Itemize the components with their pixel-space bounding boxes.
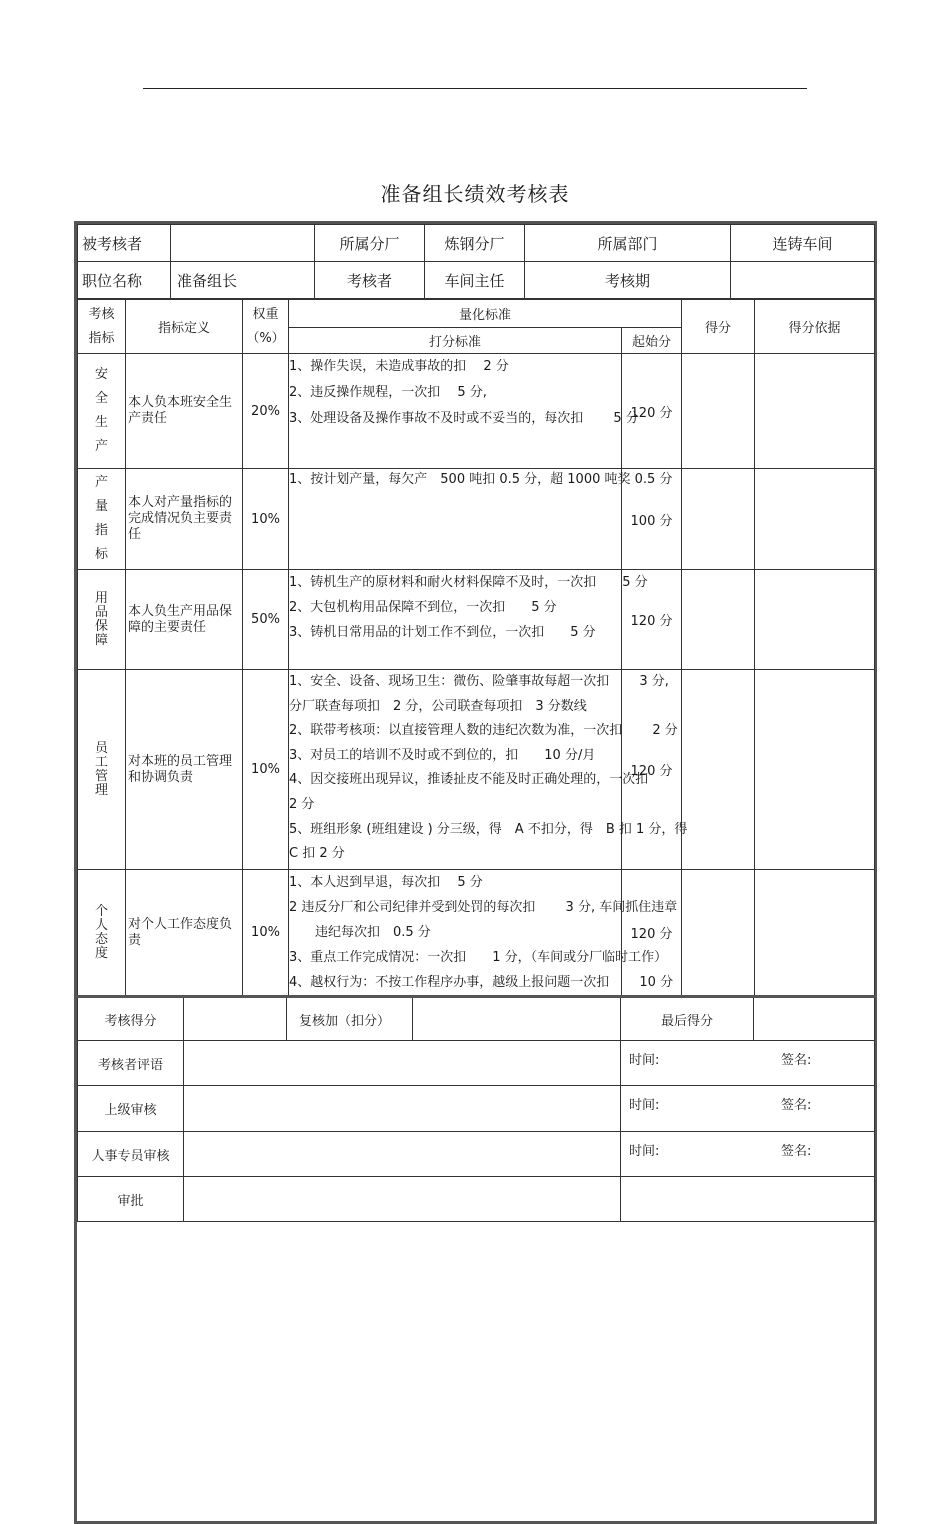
col-quant-standard: 量化标准 — [289, 300, 682, 328]
indicator-row — [78, 354, 875, 469]
col-score-basis: 得分依据 — [755, 300, 875, 354]
score-basis-input[interactable] — [755, 570, 875, 670]
department-field[interactable]: 连铸车间 — [731, 225, 875, 262]
indicator-definition: 本人对产量指标的完成情况负主要责任 — [126, 469, 243, 570]
assessee-field[interactable] — [171, 225, 315, 262]
score-input[interactable] — [682, 354, 755, 469]
time-label: 时间: — [629, 1144, 660, 1159]
col-scoring-standard: 打分标准 — [289, 328, 622, 354]
scoring-criteria: 1、铸机生产的原材料和耐火材料保障不及时，一次扣 5 分 2、大包机构用品保障不到位，一次扣 5 分 3、铸机日常用品的计划工作不到位，一次扣 5 分 — [289, 570, 622, 670]
assessor-comments-field[interactable] — [184, 1041, 621, 1086]
score-input[interactable] — [682, 469, 755, 570]
page-title: 准备组长绩效考核表 — [380, 182, 570, 206]
base-score: 120 分 — [622, 354, 682, 469]
base-score: 120 分 — [622, 670, 682, 870]
indicator-weight: 10% — [243, 469, 289, 570]
col-base-score: 起始分 — [622, 328, 682, 354]
signature-block[interactable] — [621, 1086, 875, 1132]
base-score: 100 分 — [622, 469, 682, 570]
indicator-definition: 本人负生产用品保障的主要责任 — [126, 570, 243, 670]
assessee-label: 被考核者 — [78, 225, 171, 262]
sign-label: 签名: — [781, 1144, 812, 1159]
final-score-label: 最后得分 — [621, 997, 754, 1041]
indicator-definition: 对本班的员工管理和协调负责 — [126, 670, 243, 870]
indicator-row — [78, 570, 875, 670]
scoring-criteria: 1、按计划产量，每欠产 500 吨扣 0.5 分，超 1000 吨奖 0.5 分 — [289, 469, 622, 570]
superior-review-label: 上级审核 — [78, 1086, 184, 1132]
indicator-name: 用 品 保 障 — [78, 570, 126, 670]
indicator-row — [78, 469, 875, 570]
position-label: 职位名称 — [78, 262, 171, 299]
indicator-definition: 对个人工作态度负责 — [126, 870, 243, 996]
score-basis-input[interactable] — [755, 354, 875, 469]
superior-review-field[interactable] — [184, 1086, 621, 1132]
sign-label: 签名: — [781, 1053, 812, 1068]
indicator-table — [77, 299, 875, 996]
col-weight: 权重 （%） — [243, 300, 289, 354]
indicator-weight: 20% — [243, 354, 289, 469]
time-label: 时间: — [629, 1098, 660, 1113]
time-label: 时间: — [629, 1053, 660, 1068]
score-input[interactable] — [682, 670, 755, 870]
score-basis-input[interactable] — [755, 670, 875, 870]
scoring-criteria: 1、安全、设备、现场卫生：微伤、险肇事故每超一次扣 3 分, 分厂联查每项扣 2 分，公司联查每项扣 3 分数线 2、联带考核项：以直接管理人数的违纪次数为准，一次扣 2 分 3、对员工的培训不及时或不到位的，扣 10 分/月 4、因交接班出现异议，推诿扯皮不能及时正确处理的，一次扣 2 分 5、班组形象 (班组建设 ) 分三级，得 A 不扣分，得 B 扣 1 分，得 C 扣 2 分 — [289, 670, 622, 870]
indicator-row — [78, 870, 875, 996]
indicator-name: 个 人 态 度 — [78, 870, 126, 996]
indicator-definition: 本人负本班安全生产责任 — [126, 354, 243, 469]
score-basis-input[interactable] — [755, 469, 875, 570]
sign-label: 签名: — [781, 1098, 812, 1113]
score-input[interactable] — [682, 870, 755, 996]
indicator-weight: 50% — [243, 570, 289, 670]
base-score: 120 分 — [622, 870, 682, 996]
base-score: 120 分 — [622, 570, 682, 670]
review-table — [77, 995, 875, 1222]
col-score: 得分 — [682, 300, 755, 354]
assessor-comments-label: 考核者评语 — [78, 1041, 184, 1086]
signature-block[interactable] — [621, 1132, 875, 1177]
approval-field[interactable] — [184, 1177, 621, 1222]
review-adjust-field[interactable] — [413, 997, 621, 1041]
indicator-name: 安 全 生 产 — [78, 354, 126, 469]
indicator-name: 员 工 管 理 — [78, 670, 126, 870]
period-label: 考核期 — [525, 262, 731, 299]
assessment-score-field[interactable] — [184, 997, 287, 1041]
indicator-weight: 10% — [243, 670, 289, 870]
header-table — [77, 224, 875, 299]
assessor-label: 考核者 — [315, 262, 425, 299]
assessor-field[interactable]: 车间主任 — [425, 262, 525, 299]
assessment-score-label: 考核得分 — [78, 997, 184, 1041]
indicator-name: 产 量 指 标 — [78, 469, 126, 570]
approval-label: 审批 — [78, 1177, 184, 1222]
approval-signature-field[interactable] — [621, 1177, 875, 1222]
scoring-criteria: 1、操作失误，未造成事故的扣 2 分 2、违反操作规程，一次扣 5 分, 3、处理设备及操作事故不及时或不妥当的，每次扣 5 分 — [289, 354, 622, 469]
branch-field[interactable]: 炼钢分厂 — [425, 225, 525, 262]
col-indicator: 考核 指标 — [78, 300, 126, 354]
header-rule — [143, 88, 807, 89]
signature-block[interactable] — [621, 1041, 875, 1086]
department-label: 所属部门 — [525, 225, 731, 262]
hr-review-field[interactable] — [184, 1132, 621, 1177]
indicator-weight: 10% — [243, 870, 289, 996]
position-field[interactable]: 准备组长 — [171, 262, 315, 299]
final-score-field[interactable] — [754, 997, 875, 1041]
branch-label: 所属分厂 — [315, 225, 425, 262]
score-input[interactable] — [682, 570, 755, 670]
period-field[interactable] — [731, 262, 875, 299]
score-basis-input[interactable] — [755, 870, 875, 996]
scoring-criteria: 1、本人迟到早退，每次扣 5 分 2 违反分厂和公司纪律并受到处罚的每次扣 3 分, 车间抓住违章 违纪每次扣 0.5 分 3、重点工作完成情况：一次扣 1 分，（车间或分厂临时工作） 4、越权行为：不按工作程序办事，越级上报问题一次扣 10 分 — [289, 870, 622, 996]
col-definition: 指标定义 — [126, 300, 243, 354]
hr-review-label: 人事专员审核 — [78, 1132, 184, 1177]
review-adjust-label: 复核加（扣分） — [287, 997, 413, 1041]
indicator-row — [78, 670, 875, 870]
